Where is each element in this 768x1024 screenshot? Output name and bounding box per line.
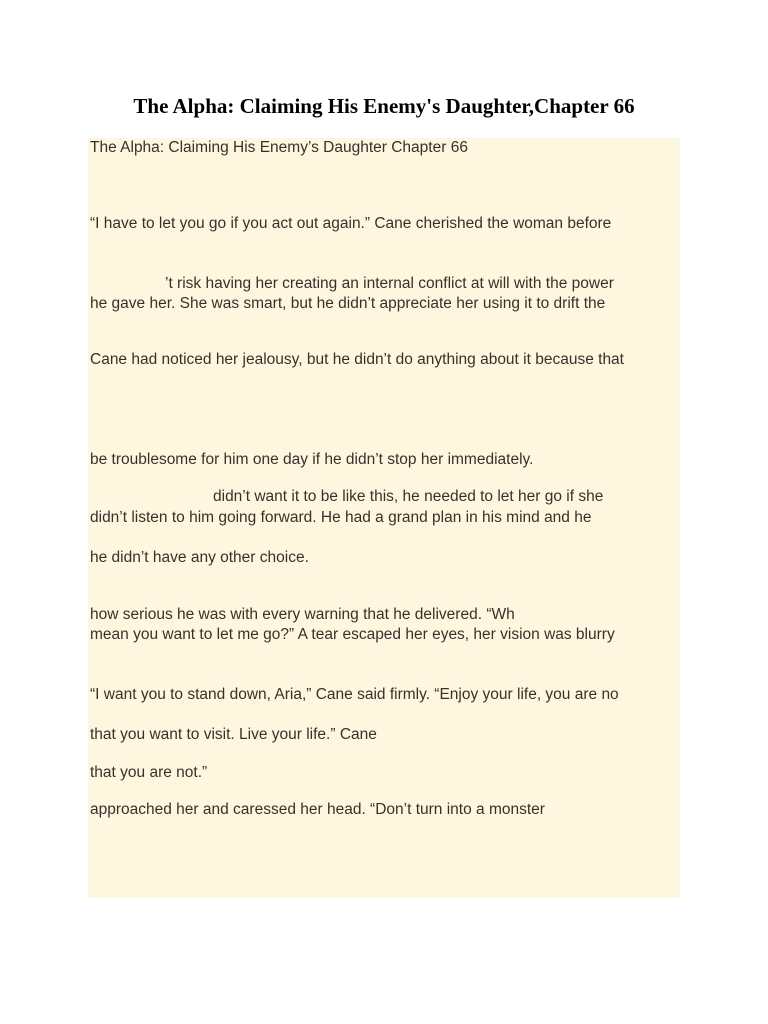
- text-line: “I have to let you go if you act out again.” Cane cherished the woman before: [90, 215, 612, 232]
- text-line-chapter-heading: The Alpha: Claiming His Enemy’s Daughter Chapter 66: [90, 139, 468, 156]
- text-line: he didn’t have any other choice.: [90, 549, 309, 566]
- page-text-panel: [88, 138, 680, 898]
- text-line: ’t risk having her creating an internal conflict at will with the power: [165, 275, 614, 292]
- text-line: didn’t want it to be like this, he needed to let her go if she: [213, 488, 604, 505]
- text-line: Cane had noticed her jealousy, but he didn’t do anything about it because that: [90, 351, 624, 368]
- text-line: didn’t listen to him going forward. He had a grand plan in his mind and he: [90, 509, 592, 526]
- text-line: approached her and caressed her head. “Don’t turn into a monster: [90, 801, 545, 818]
- text-line: mean you want to let me go?” A tear escaped her eyes, her vision was blurry: [90, 626, 615, 643]
- text-line: that you want to visit. Live your life.” Cane: [90, 726, 377, 743]
- text-line: “I want you to stand down, Aria,” Cane said firmly. “Enjoy your life, you are no: [90, 686, 619, 703]
- text-line: that you are not.”: [90, 764, 208, 781]
- text-line: how serious he was with every warning that he delivered. “Wh: [90, 606, 515, 623]
- text-line: be troublesome for him one day if he didn’t stop her immediately.: [90, 451, 534, 468]
- document-title: The Alpha: Claiming His Enemy's Daughter,Chapter 66: [133, 94, 635, 118]
- text-line: he gave her. She was smart, but he didn’t appreciate her using it to drift the: [90, 295, 606, 312]
